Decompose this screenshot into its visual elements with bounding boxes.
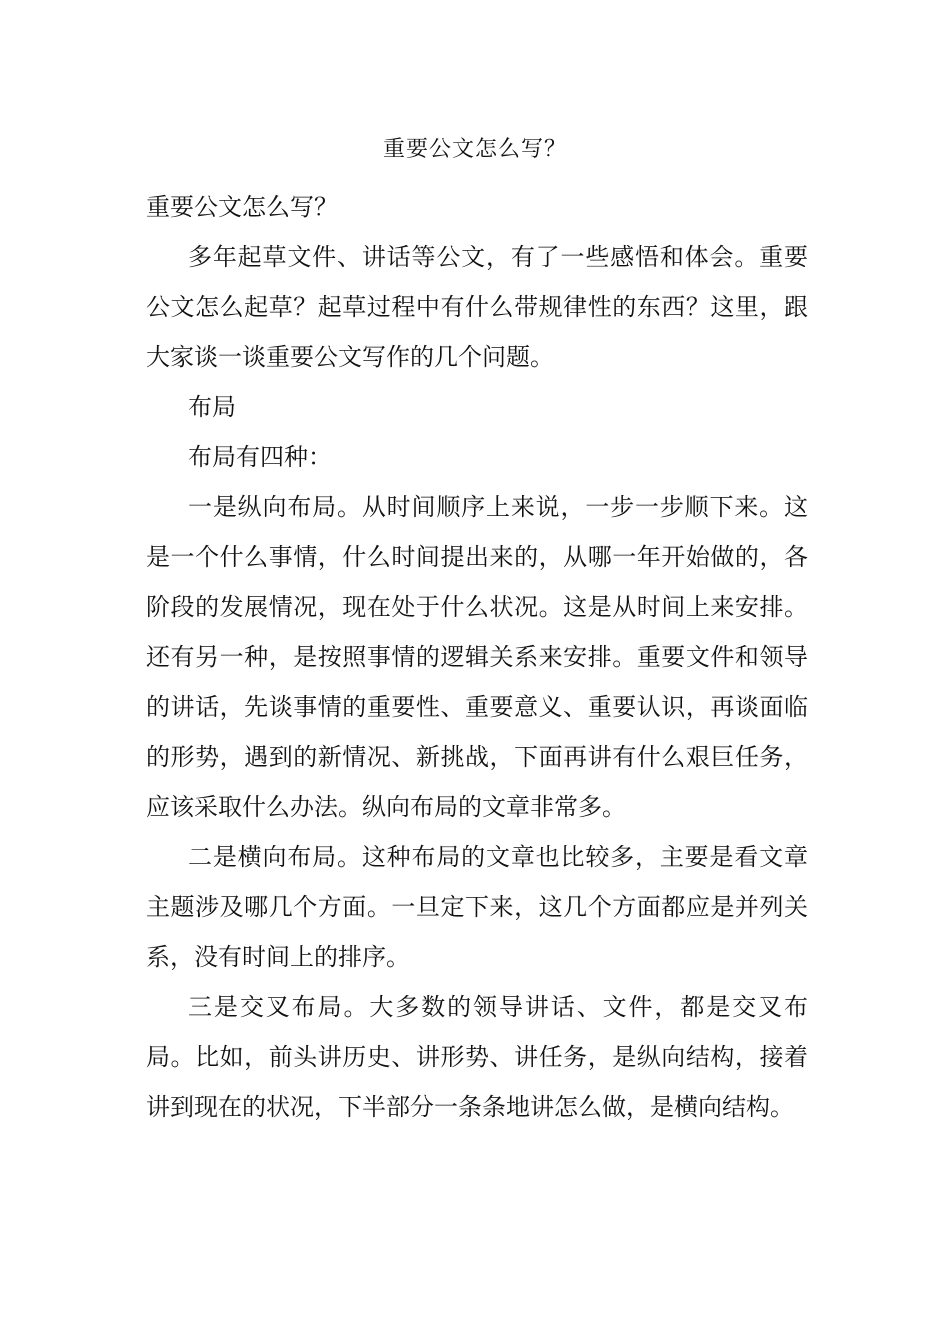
section-heading: 布局 <box>188 393 236 421</box>
horizontal-layout-paragraph: 二是横向布局。这种布局的文章也比较多，主要是看文章主题涉及哪几个方面。一旦定下来，这几个方面都应是并列关系，没有时间上的排序。 <box>146 843 808 971</box>
vertical-layout-paragraph: 一是纵向布局。从时间顺序上来说，一步一步顺下来。这是一个什么事情，什么时间提出来的，从哪一年开始做的，各阶段的发展情况，现在处于什么状况。这是从时间上来安排。还有另一种，是按照事情的逻辑关系来安排。重要文件和领导的讲话，先谈事情的重要性、重要意义、重要认识，再谈面临的形势，遇到的新情况、新挑战，下面再讲有什么艰巨任务，应该采取什么办法。纵向布局的文章非常多。 <box>146 493 808 821</box>
layout-types-paragraph: 布局有四种： <box>188 443 332 471</box>
cross-layout-paragraph: 三是交叉布局。大多数的领导讲话、文件，都是交叉布局。比如，前头讲历史、讲形势、讲任务，是纵向结构，接着讲到现在的状况，下半部分一条条地讲怎么做，是横向结构。 <box>146 993 808 1121</box>
intro-paragraph: 多年起草文件、讲话等公文，有了一些感悟和体会。重要公文怎么起草？起草过程中有什么带规律性的东西？这里，跟大家谈一谈重要公文写作的几个问题。 <box>146 243 808 371</box>
document-body <box>146 182 808 1132</box>
document-title: 重要公文怎么写？ <box>382 137 567 162</box>
subtitle-paragraph: 重要公文怎么写？ <box>146 193 338 221</box>
